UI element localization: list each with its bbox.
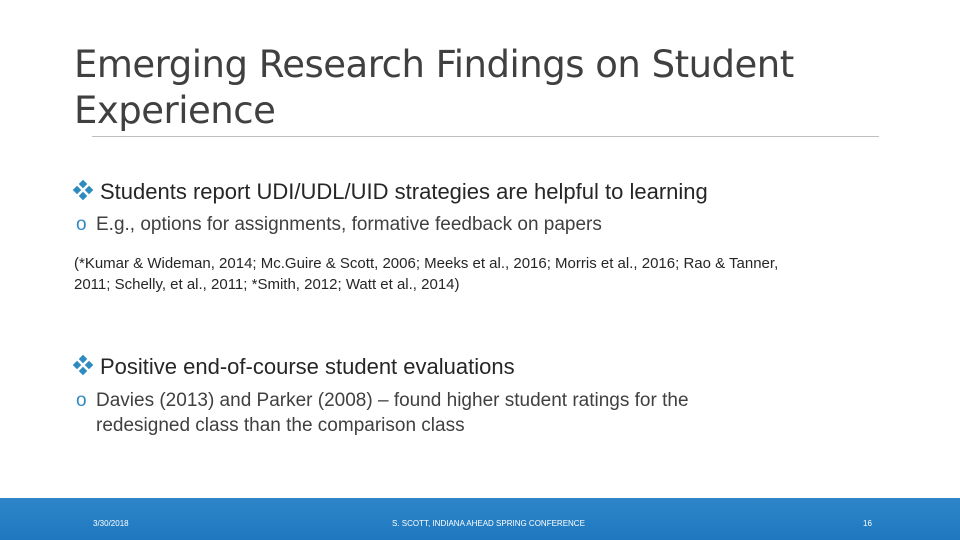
footer-presenter: S. SCOTT, INDIANA AHEAD SPRING CONFERENCE [392, 519, 585, 528]
sub-bullet-studies [76, 388, 816, 438]
sub-bullet-text: Davies (2013) and Parker (2008) – found higher student ratings for the [96, 390, 689, 411]
title-divider [92, 136, 879, 137]
citation-block [74, 253, 904, 295]
bullet-udi-strategies [72, 179, 708, 205]
bullet-course-evaluations [72, 354, 515, 380]
sub-bullet-text-continued: redesigned class than the comparison class [96, 415, 465, 436]
bullet-text: Positive end-of-course student evaluations [100, 354, 515, 379]
footer-date: 3/30/2018 [93, 519, 129, 528]
sub-bullet-text: E.g., options for assignments, formative feedback on papers [96, 214, 602, 235]
citation-line: 2011; Schelly, et al., 2011; *Smith, 2012; Watt et al., 2014) [74, 276, 460, 293]
slide-title: Emerging Research Findings on Student Experience [74, 43, 794, 132]
circle-bullet-icon: o [76, 214, 87, 235]
diamond-bullet-icon [72, 354, 94, 376]
diamond-bullet-icon [72, 179, 94, 201]
bullet-text: Students report UDI/UDL/UID strategies are helpful to learning [100, 179, 708, 204]
circle-bullet-icon: o [76, 390, 87, 411]
citation-line: (*Kumar & Wideman, 2014; Mc.Guire & Scott, 2006; Meeks et al., 2016; Morris et al., 2016; Rao & Tanner, [74, 255, 779, 272]
footer-bar [0, 498, 960, 540]
footer-page-number: 16 [863, 519, 872, 528]
sub-bullet-examples [76, 212, 602, 237]
